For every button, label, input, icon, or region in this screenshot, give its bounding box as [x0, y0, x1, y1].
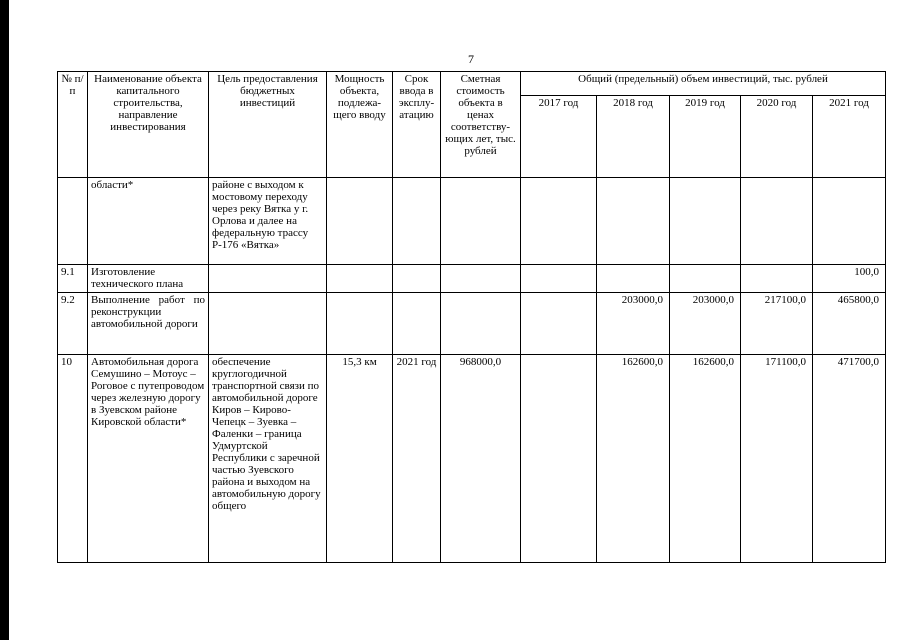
cell-cost	[441, 265, 521, 293]
cell-deadline: 2021 год	[393, 355, 441, 563]
header-year-2019: 2019 год	[670, 96, 741, 178]
cell-purpose	[209, 265, 327, 293]
cell-2021: 465800,0	[813, 293, 886, 355]
cell-2020	[741, 178, 813, 265]
cell-2019	[670, 265, 741, 293]
cell-2020	[741, 265, 813, 293]
header-object-name: Наименование объекта капитального строительства, направление инвестирования	[88, 72, 209, 178]
cell-no	[58, 178, 88, 265]
cell-2020: 217100,0	[741, 293, 813, 355]
cell-2017	[521, 293, 597, 355]
table-row	[58, 293, 886, 355]
cell-no: 9.1	[58, 265, 88, 293]
cell-deadline	[393, 293, 441, 355]
table-row	[58, 355, 886, 563]
cell-deadline	[393, 265, 441, 293]
cell-2021	[813, 178, 886, 265]
cell-2017	[521, 355, 597, 563]
cell-cost	[441, 178, 521, 265]
cell-2017	[521, 265, 597, 293]
cell-2018: 203000,0	[597, 293, 670, 355]
table-row	[58, 178, 886, 265]
cell-2018: 162600,0	[597, 355, 670, 563]
cell-capacity	[327, 293, 393, 355]
cell-2017	[521, 178, 597, 265]
cell-2021: 100,0	[813, 265, 886, 293]
cell-2021: 471700,0	[813, 355, 886, 563]
cell-capacity	[327, 265, 393, 293]
cell-2019	[670, 178, 741, 265]
cell-2019: 203000,0	[670, 293, 741, 355]
table-row	[58, 265, 886, 293]
cell-purpose	[209, 293, 327, 355]
cell-cost	[441, 293, 521, 355]
cell-purpose: обеспечение круглогодичной транспортной связи по автомобильной дороге Киров – Кирово-Чепецк – Зуевка – Фаленки – граница Удмуртской Республики с заречной частью Зуевского района и выходом на автомобильную дорогу общего	[209, 355, 327, 563]
cell-capacity: 15,3 км	[327, 355, 393, 563]
cell-object-name: Автомобильная дорога Семушино – Мотоус – Роговое с путепроводом через железную дорогу в Зуевском районе Кировской области*	[88, 355, 209, 563]
cell-2018	[597, 265, 670, 293]
cell-no: 10	[58, 355, 88, 563]
header-year-2020: 2020 год	[741, 96, 813, 178]
header-no: № п/п	[58, 72, 88, 178]
cell-no: 9.2	[58, 293, 88, 355]
cell-2020: 171100,0	[741, 355, 813, 563]
header-purpose: Цель предоставления бюджетных инвестиций	[209, 72, 327, 178]
header-year-2018: 2018 год	[597, 96, 670, 178]
header-year-2017: 2017 год	[521, 96, 597, 178]
header-investment-group: Общий (предельный) объем инвестиций, тыс. рублей	[521, 72, 886, 96]
cell-2018	[597, 178, 670, 265]
cell-capacity	[327, 178, 393, 265]
header-year-2021: 2021 год	[813, 96, 886, 178]
cell-object-name: Изготовление технического плана	[88, 265, 209, 293]
header-row	[58, 72, 886, 96]
header-estimated-cost: Сметная стоимость объекта в ценах соответству-ющих лет, тыс. рублей	[441, 72, 521, 178]
investment-table	[57, 71, 886, 563]
page-number: 7	[468, 52, 474, 66]
cell-2019: 162600,0	[670, 355, 741, 563]
cell-object-name: Выполнение работ по реконструкции автомобильной дороги	[88, 293, 209, 355]
header-deadline: Срок ввода в эксплу-атацию	[393, 72, 441, 178]
scan-left-edge	[0, 0, 9, 640]
cell-purpose: районе с выходом к мостовому переходу через реку Вятка у г. Орлова и далее на федеральную трассу Р-176 «Вятка»	[209, 178, 327, 265]
cell-object-name: области*	[88, 178, 209, 265]
cell-cost: 968000,0	[441, 355, 521, 563]
cell-deadline	[393, 178, 441, 265]
header-capacity: Мощность объекта, подлежа-щего вводу	[327, 72, 393, 178]
